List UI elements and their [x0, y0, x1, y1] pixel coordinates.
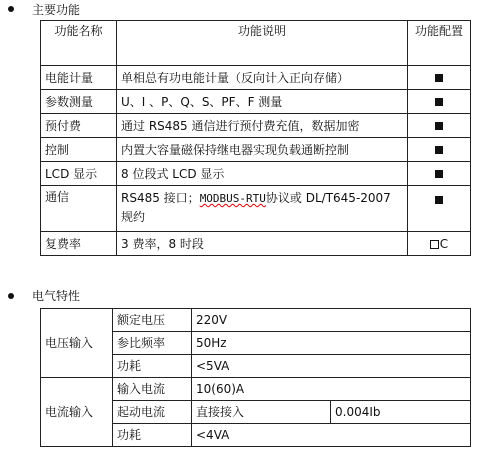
table-row	[41, 138, 471, 162]
function-config	[408, 138, 471, 162]
param-name: 额定电压	[113, 309, 192, 332]
param-value: 直接接入	[192, 401, 331, 424]
function-desc: 内置大容量磁保持继电器实现负载通断控制	[117, 138, 408, 162]
param-value: <5VA	[192, 355, 471, 378]
param-value: 50Hz	[192, 332, 471, 355]
function-name: 通信	[41, 186, 117, 232]
filled-square-icon	[435, 98, 443, 106]
function-desc-modbus: MODBUS-RTU	[199, 192, 266, 205]
table-row	[41, 378, 471, 401]
function-config	[408, 114, 471, 138]
filled-square-icon	[435, 122, 443, 130]
function-desc: 8 位段式 LCD 显示	[117, 162, 408, 186]
main-functions-table	[40, 20, 471, 256]
table-row	[41, 162, 471, 186]
param-name: 功耗	[113, 355, 192, 378]
filled-square-icon	[435, 74, 443, 82]
function-config	[408, 66, 471, 90]
param-name: 参比频率	[113, 332, 192, 355]
param-value: 10(60)A	[192, 378, 471, 401]
electrical-characteristics-table	[40, 308, 471, 447]
function-desc: 3 费率，8 时段	[117, 232, 408, 256]
function-desc: U、I 、P、Q、S、PF、F 测量	[117, 90, 408, 114]
function-desc	[117, 186, 408, 232]
section-title-electrical-characteristics: 电气特性	[32, 289, 81, 303]
header-function-name: 功能名称	[41, 21, 117, 66]
function-name: 复费率	[41, 232, 117, 256]
filled-square-icon	[435, 196, 443, 204]
function-desc-prefix: RS485 接口；	[121, 191, 200, 205]
function-desc: 单相总有功电能计量（反向计入正向存储）	[117, 66, 408, 90]
function-config	[408, 162, 471, 186]
function-desc-suffix: 协议或 DL/T645-2007 规约	[121, 191, 391, 224]
bullet-icon	[8, 6, 14, 12]
table-row	[41, 186, 471, 232]
section-title-main-functions: 主要功能	[32, 3, 81, 17]
group-name-current: 电流输入	[41, 378, 113, 447]
param-name: 输入电流	[113, 378, 192, 401]
filled-square-icon	[435, 170, 443, 178]
table-row	[41, 309, 471, 332]
param-value: <4VA	[192, 424, 471, 447]
group-name-voltage: 电压输入	[41, 309, 113, 378]
function-config	[408, 232, 471, 256]
function-name: 参数测量	[41, 90, 117, 114]
param-value: 220V	[192, 309, 471, 332]
table-row	[41, 114, 471, 138]
bullet-icon	[8, 293, 14, 299]
header-function-config: 功能配置	[408, 21, 471, 66]
table-header-row	[41, 21, 471, 66]
filled-square-icon	[435, 146, 443, 154]
function-name: 电能计量	[41, 66, 117, 90]
param-name: 起动电流	[113, 401, 192, 424]
table-row	[41, 90, 471, 114]
function-name: 预付费	[41, 114, 117, 138]
function-name: 控制	[41, 138, 117, 162]
function-desc: 通过 RS485 通信进行预付费充值，数据加密	[117, 114, 408, 138]
table-row	[41, 66, 471, 90]
param-value-2: 0.004Ib	[331, 401, 471, 424]
function-config	[408, 90, 471, 114]
param-name: 功耗	[113, 424, 192, 447]
table-row	[41, 232, 471, 256]
empty-square-icon	[430, 240, 439, 249]
config-option-label: C	[439, 236, 449, 251]
header-function-desc: 功能说明	[117, 21, 408, 66]
function-name: LCD 显示	[41, 162, 117, 186]
function-config	[408, 186, 471, 232]
